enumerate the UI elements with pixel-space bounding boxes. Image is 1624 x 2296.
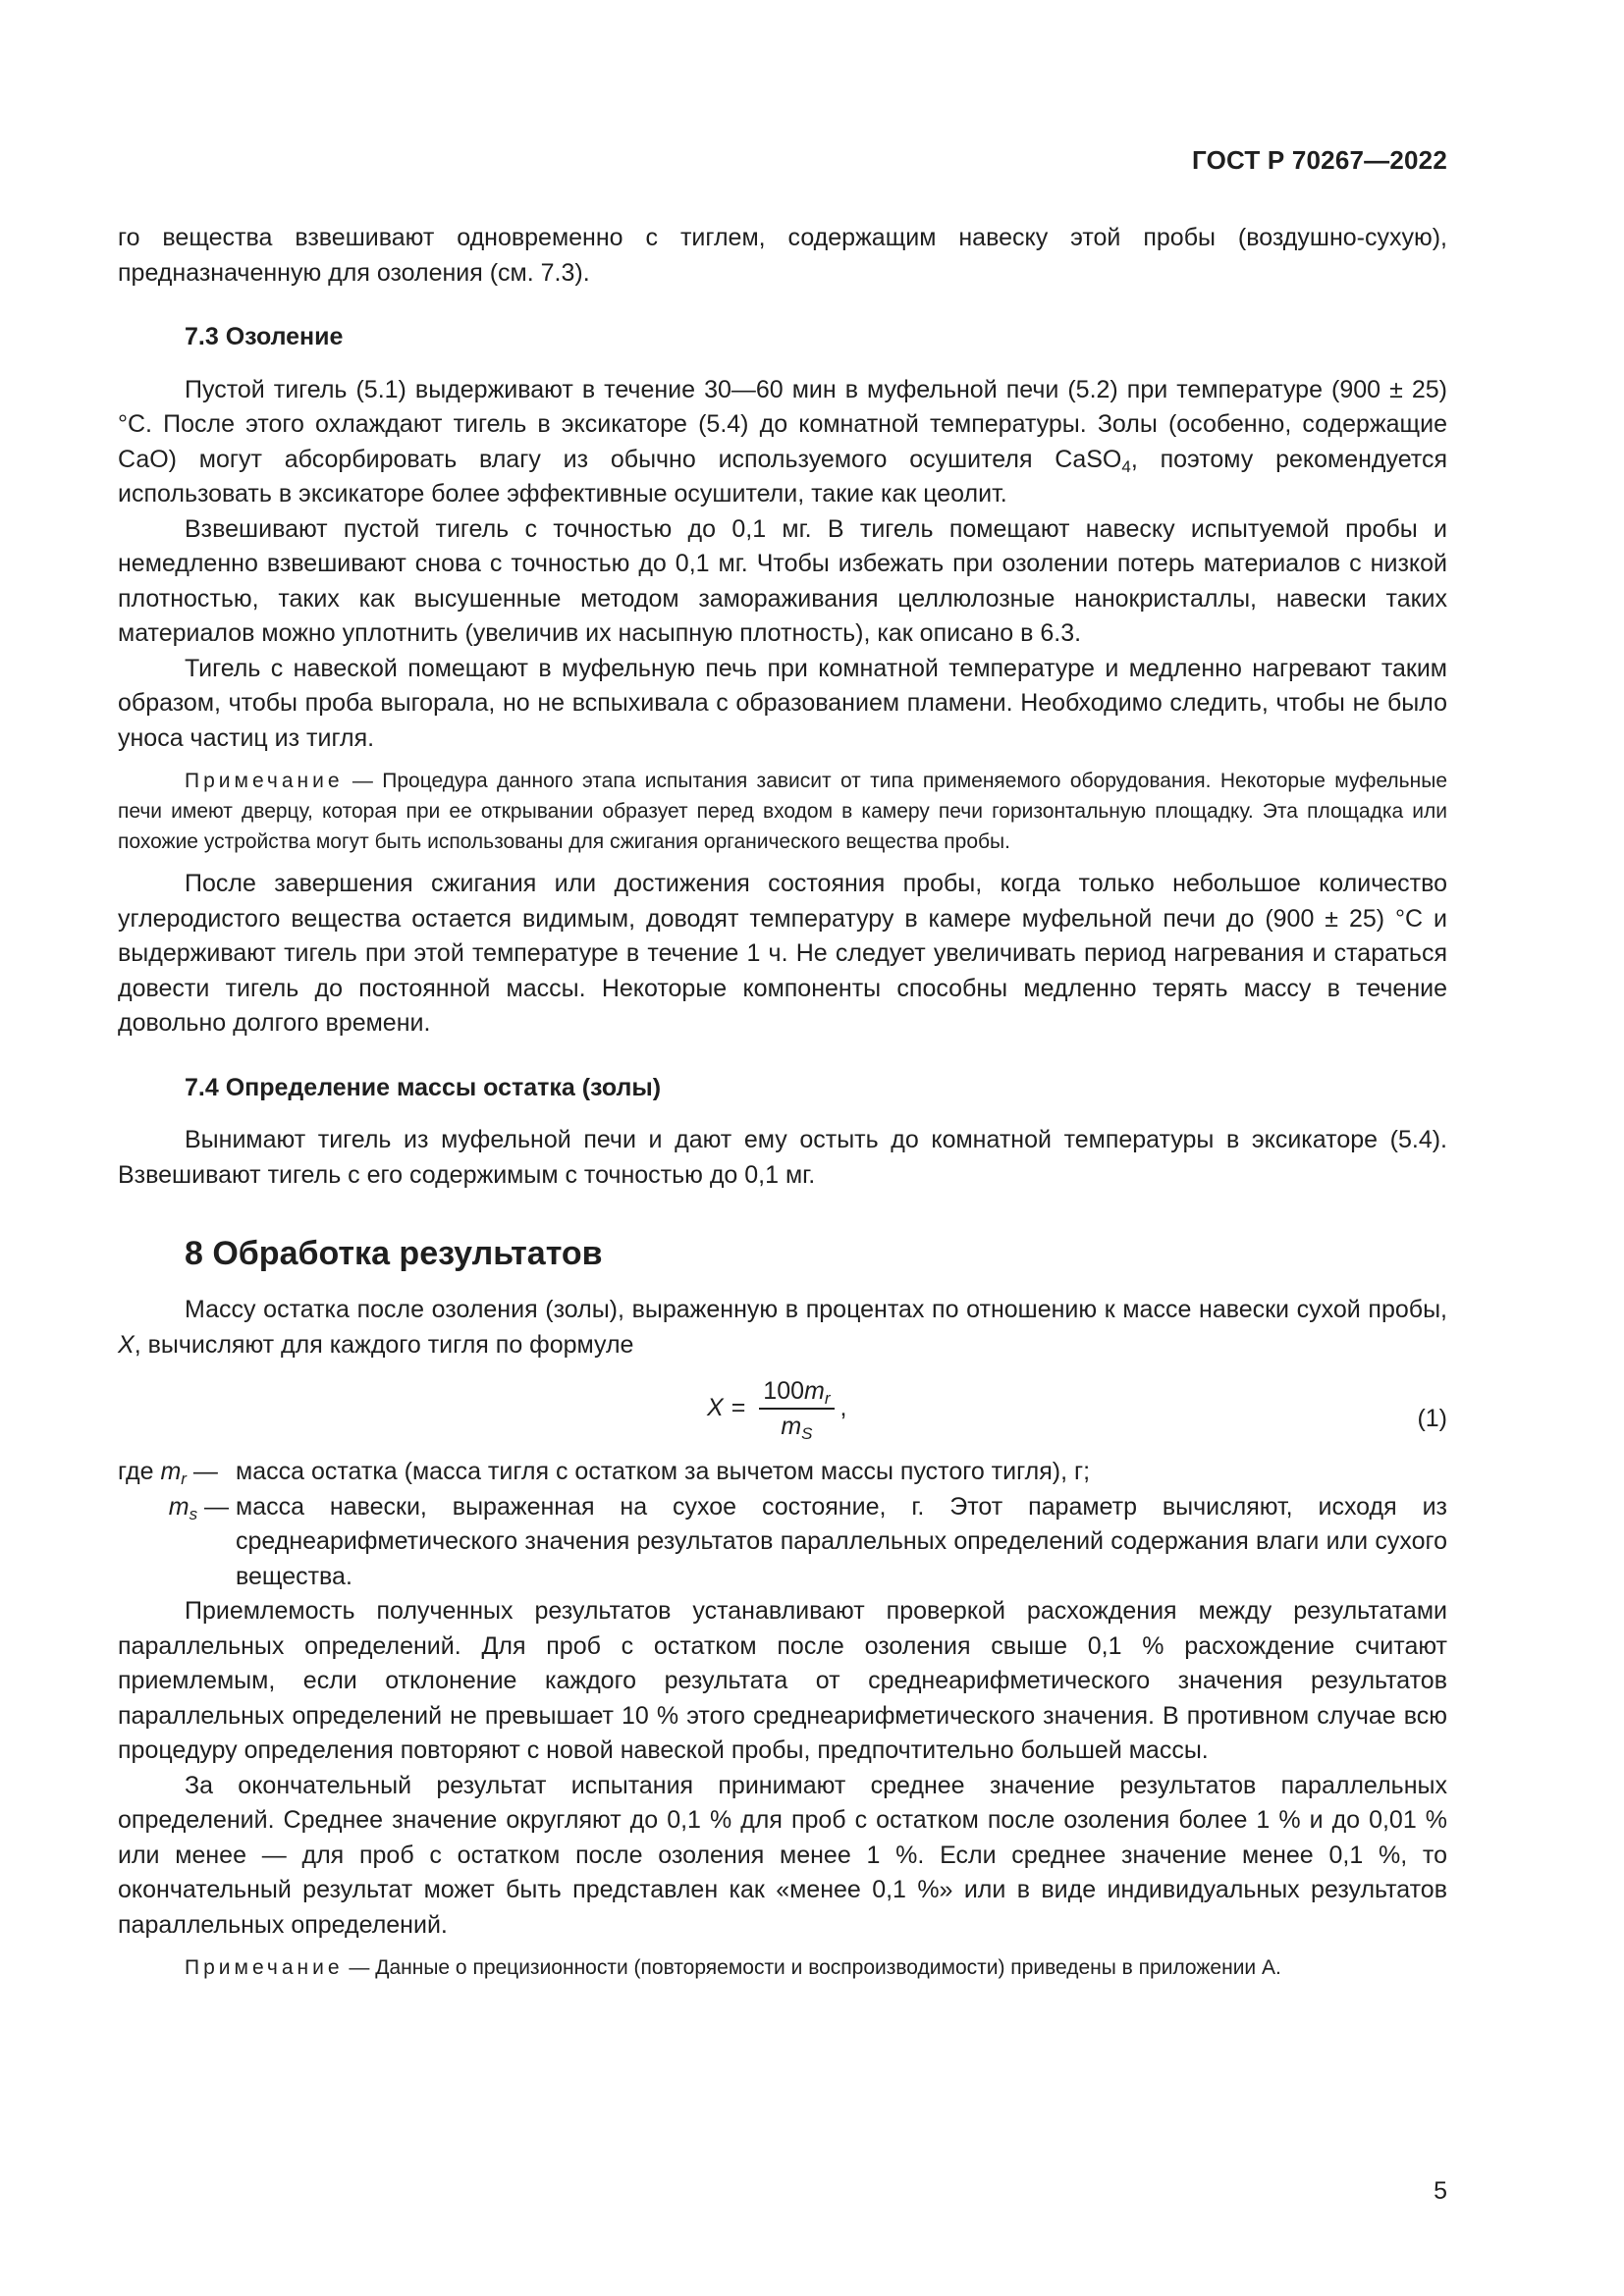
definition-sub: r (181, 1469, 187, 1488)
formula-fraction (759, 1376, 834, 1441)
note-text: — Процедура данного этапа испытания зависит от типа применяемого оборудования. Некоторые муфельные печи имеют дверцу, которая при ее открывании образует перед входом в камеру печи горизонтальную площадку. Эта площадка или похожие устройства могут быть использованы для сжигания органического вещества пробы. (118, 770, 1447, 853)
paragraph-text: Массу остатка после озоления (золы), выраженную в процентах по отношению к массе навески сухой пробы, (185, 1296, 1447, 1323)
numerator-coef: 100 (763, 1377, 805, 1405)
definition-var: m (160, 1458, 182, 1485)
definition-term (118, 1455, 236, 1490)
denominator-sub: S (801, 1424, 813, 1443)
paragraph-text: Пустой тигель (5.1) выдерживают в течение 30—60 мин в муфельной печи (5.2) при температуре (900 ± 25) °С. После этого охлаждают тигель в эксикаторе (5.4) до комнатной температуры. Золы (особенно, содержащие СаО) могут абсорбировать влагу из обычно используемого осушителя CaSO (118, 375, 1447, 473)
paragraph-text: , вычисляют для каждого тигля по формуле (134, 1330, 634, 1359)
section-7-4-paragraph-1: Вынимают тигель из муфельной печи и дают ему остыть до комнатной температуры в эксикаторе (5.4). Взвешивают тигель с его содержимым с точностью до 0,1 мг. (118, 1126, 1447, 1189)
formula-1 (118, 1362, 1447, 1455)
section-7-3-note (118, 766, 1447, 857)
note-text: — Данные о прецизионности (повторяемости и воспроизводимости) приведены в приложении А. (343, 1956, 1281, 1979)
section-7-3-paragraph-4: После завершения сжигания или достижения состояния пробы, когда только небольшое количество углеродистого вещества остается видимым, доводят температуру в камере муфельной печи до (900 ± 25) °С и выдерживают тигель при этой температуре в течение 1 ч. Не следует увеличивать период нагревания и стараться довести тигель до постоянной массы. Некоторые компоненты способны медленно терять массу в течение довольно долгого времени. (118, 870, 1447, 1037)
definition-prefix: где (118, 1458, 161, 1485)
section-7-3-paragraph-3: Тигель с навеской помещают в муфельную печь при комнатной температуре и медленно нагревают таким образом, чтобы проба выгорала, но не вспыхивала с образованием пламени. Необходимо следить, чтобы не было уноса частиц из тигля. (118, 654, 1447, 752)
page-content (118, 221, 1447, 1983)
section-8-note (118, 1952, 1447, 1983)
formula-numerator (759, 1376, 834, 1410)
formula-equals: = (731, 1394, 746, 1422)
formula-lhs: X (707, 1394, 724, 1422)
numerator-sub: r (824, 1389, 831, 1408)
definition-dash: — (197, 1492, 230, 1521)
definition-item (118, 1490, 1447, 1595)
variable: X (118, 1330, 135, 1359)
definition-term (118, 1490, 236, 1595)
subscript: 4 (1121, 456, 1131, 476)
section-7-3-heading: 7.3 Озоление (185, 323, 344, 350)
formula-definitions (118, 1455, 1447, 1594)
denominator-var: m (781, 1413, 802, 1440)
note-label: Примечание (185, 770, 344, 792)
continued-paragraph: го вещества взвешивают одновременно с тиглем, содержащим навеску этой пробы (воздушно-сухую), предназначенную для озоления (см. 7.3). (118, 224, 1447, 287)
section-8-paragraph-1 (118, 1293, 1447, 1362)
formula-number: (1) (1417, 1405, 1447, 1432)
section-7-4-heading: 7.4 Определение массы остатка (золы) (185, 1073, 662, 1101)
definition-text: масса остатка (масса тигля с остатком за вычетом массы пустого тигля), г; (236, 1458, 1091, 1485)
formula-trailing-comma: , (839, 1394, 847, 1422)
definition-dash: — (186, 1458, 218, 1485)
definition-text: масса навески, выраженная на сухое состояние, г. Этот параметр вычисляют, исходя из среднеарифметического значения результатов параллельных определений содержания влаги или сухого вещества. (236, 1492, 1447, 1590)
section-7-3-paragraph-2: Взвешивают пустой тигель с точностью до 0,1 мг. В тигель помещают навеску испытуемой пробы и немедленно взвешивают снова с точностью до 0,1 мг. Чтобы избежать при озолении потерь материалов с низкой плотностью, таких как высушенные методом замораживания целлюлозные нанокристаллы, навески таких материалов можно уплотнить (увеличив их насыпную плотность), как описано в 6.3. (118, 514, 1447, 647)
definition-sub: s (189, 1504, 198, 1523)
paragraph-text: , поэтому рекомендуется использовать в эксикаторе более эффективные осушители, такие как цеолит. (118, 445, 1447, 507)
definition-var: m (168, 1492, 189, 1521)
formula-denominator (777, 1410, 816, 1441)
section-8-paragraph-2: Приемлемость полученных результатов устанавливают проверкой расхождения между результатами параллельных определений. Для проб с остатком после озоления свыше 0,1 % расхождение считают приемлемым, если отклонение каждого результата от среднеарифметического значения результатов параллельных определений не превышает 10 % этого среднеарифметического значения. В противном случае всю процедуру определения повторяют с новой навеской пробы, предпочтительно большей массы. (118, 1597, 1447, 1764)
formula-expression (707, 1376, 846, 1441)
section-7-3-paragraph-1 (118, 373, 1447, 512)
section-8-heading: 8 Обработка результатов (185, 1235, 603, 1272)
numerator-var: m (804, 1377, 825, 1405)
section-8-paragraph-3: За окончательный результат испытания принимают среднее значение результатов параллельных определений. Среднее значение округляют до 0,1 % для проб с остатком после озоления более 1 % и до 0,01 % или менее — для проб с остатком после озоления менее 1 %. Если среднее значение менее 0,1 %, то окончательный результат может быть представлен как «менее 0,1 %» или в виде индивидуальных результатов параллельных определений. (118, 1771, 1447, 1939)
document-id-header: ГОСТ Р 70267—2022 (1192, 145, 1447, 175)
page-number: 5 (1434, 2177, 1447, 2205)
note-label: Примечание (185, 1956, 344, 1979)
definition-item (118, 1455, 1447, 1490)
